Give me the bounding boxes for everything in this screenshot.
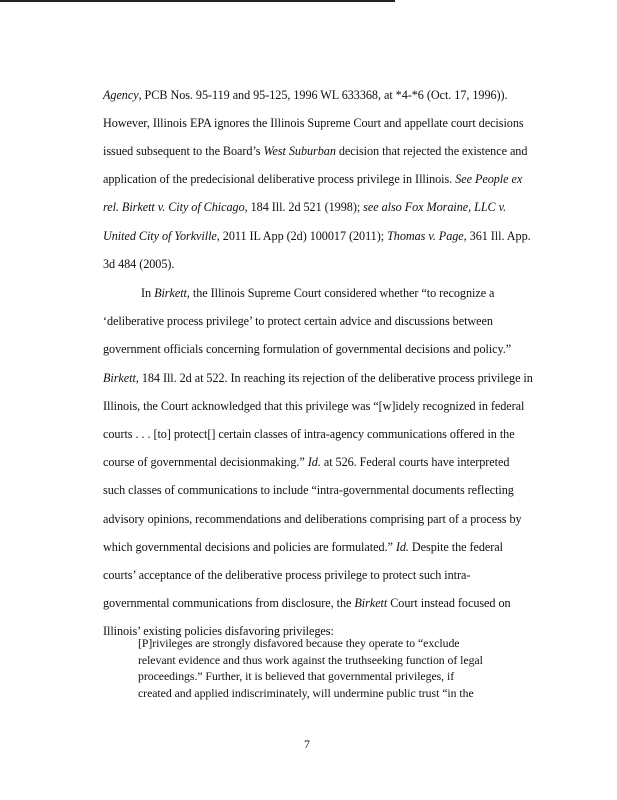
text-run: governmental communications from disclosure, the [103,596,355,611]
text-run: Illinois, the Court acknowledged that this privilege was “[w]idely recognized in federal [103,398,525,413]
text-run: application of the predecisional deliberative process privilege in Illinois. [103,172,456,187]
text-line [138,686,474,700]
text-run: such classes of communications to include “intra-governmental documents reflecting [103,483,514,498]
text-line [103,483,514,497]
text-run: courts . . . [to] protect[] certain classes of intra-agency communications offered in the [103,427,515,441]
text-run: proceedings.” Further, it is believed that governmental privileges, if [138,669,455,684]
text-run: issued subsequent to the Board’s [103,144,264,159]
text-line [103,540,503,554]
text-line [103,371,533,385]
page-number: 7 [304,737,310,751]
text-run: Despite the federal [408,539,503,554]
text-line [141,286,494,300]
text-line [103,399,524,413]
text-run: However, Illinois EPA ignores the Illinois Supreme Court and appellate court decisions [103,116,524,131]
text-run: which governmental decisions and policies are formulated.” [103,539,396,554]
text-run: , 361 Ill. App. [463,228,531,243]
italic-citation: Id. [307,455,321,470]
text-line [103,455,509,469]
text-run: Court instead focused on [387,596,511,611]
text-line [138,669,454,683]
text-run: relevant evidence and thus work against the truthseeking function of legal [138,652,483,667]
italic-citation: see also Fox Moraine, LLC v. [363,200,507,215]
text-run: courts’ acceptance of the deliberative process privilege to protect such intra- [103,568,471,582]
text-line [103,88,508,102]
text-run: , PCB Nos. 95-119 and 95-125, 1996 WL 633368, at *4-*6 (Oct. 17, 1996)). [138,88,508,102]
text-run: In [141,286,155,300]
text-line [103,172,522,186]
text-run: , 184 Ill. 2d 521 (1998); [244,200,364,215]
text-line [103,568,470,582]
text-run: 3d 484 (2005). [103,256,175,271]
italic-citation: See People ex [455,172,523,187]
italic-citation: Agency [103,88,139,102]
text-run: , the Illinois Supreme Court considered whether “to recognize a [186,286,495,300]
text-line [138,653,483,667]
text-run: [P]rivileges are strongly disfavored because they operate to “exclude [138,636,460,650]
text-run: decision that rejected the existence and [335,144,528,159]
text-line [103,512,522,526]
text-line [103,200,506,214]
italic-citation: Birkett [354,596,388,611]
text-line [103,144,527,158]
italic-citation: Birkett [103,370,136,385]
italic-citation: rel. Birkett v. City of Chicago [103,200,245,215]
italic-citation: Birkett [154,286,187,300]
italic-citation: Thomas v. Page [387,228,464,243]
text-line [103,314,493,328]
text-run: Illinois’ existing policies disfavoring privileges: [103,624,334,639]
text-line [103,116,524,130]
text-line [103,229,531,243]
text-run: advisory opinions, recommendations and deliberations comprising part of a process by [103,511,522,526]
top-rule [0,0,395,2]
italic-citation: United City of Yorkville [103,228,217,243]
text-line [138,636,460,650]
text-line [103,427,515,441]
text-run: created and applied indiscriminately, will undermine public trust “in the [138,686,474,701]
text-line [103,342,511,356]
text-run: government officials concerning formulation of governmental decisions and policy.” [103,342,512,357]
text-run: , 2011 IL App (2d) 100017 (2011); [216,228,388,243]
text-line [103,257,174,271]
italic-citation: Id. [395,539,409,554]
text-line [103,596,511,610]
text-run: , 184 Ill. 2d at 522. In reaching its rejection of the deliberative process privilege in [135,370,533,385]
text-run: at 526. Federal courts have interpreted [320,455,510,470]
italic-citation: West Suburban [263,144,336,159]
text-run: ‘deliberative process privilege’ to protect certain advice and discussions between [103,314,493,329]
text-run: course of governmental decisionmaking.” [103,455,308,470]
